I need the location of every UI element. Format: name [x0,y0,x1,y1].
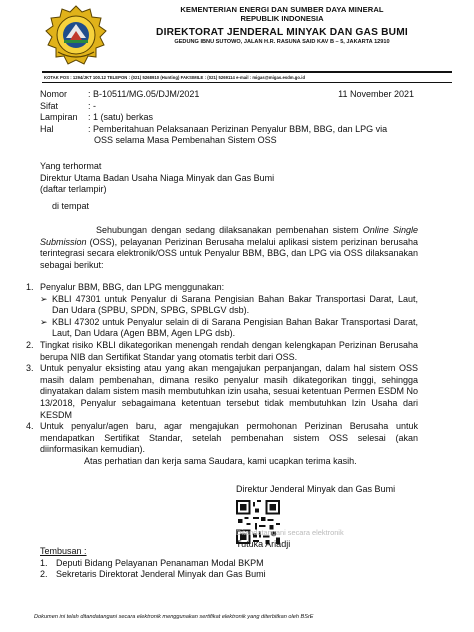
opening-text-italic: Online Single Submission [40,225,418,247]
lampiran-value: : 1 (satu) berkas [88,112,154,123]
contact-line: KOTAK POS : 1294/JKT 100.12 TELEPON : (021) 5268910 (Hunting) FAKSIMILE : (021) 5269114 e-mail : migas@migas.esdm.go.id [44,75,306,80]
esign-note: Ditandatangani secara elektronik [236,528,344,537]
country-name: REPUBLIK INDONESIA [240,13,324,23]
ministry-logo [44,4,108,68]
list-item: 1. Penyalur BBM, BBG, dan LPG menggunakan: ➢ KBLI 47301 untuk Penyalur di Sarana Pengisian Bahan Bakar Transportasi Darat, Laut, Dan Udara (SPBU, SPDN, SPBG, SPBLGV dsb). ➢ KBLI 47302 untuk Penyalur selain di di Sarana Pengisian Bahan Bakar Transportasi Darat, Laut, Dan Udara (Agen BBM, Agen LPG dsb). [26,282,418,339]
opening-text-b: (OSS), pelayanan Perizinan Berusaha melalui aplikasi sistem perizinan berusaha terintegrasi secara elektronik/OSS untuk Penyalur BBM, BBG, dan LPG via OSS dilaksanakan sebagai berikut: [40,236,418,270]
header-divider [42,71,452,73]
hal-value-cont: OSS selama Masa Pembenahan Sistem OSS [94,135,277,146]
sifat-label: Sifat [40,100,59,111]
sub-list-item: ➢ KBLI 47301 untuk Penyalur di Sarana Pengisian Bahan Bakar Transportasi Darat, Laut, Dan Udara (SPBU, SPDN, SPBG, SPBLGV dsb). [40,293,418,316]
cc-item: 1. Deputi Bidang Pelayanan Penanaman Modal BKPM [40,557,264,568]
ministry-name: KEMENTERIAN ENERGI DAN SUMBER DAYA MINERAL [180,5,384,14]
list-item: 2. Tingkat risiko KBLI dikategorikan menengah rendah dengan kelengkapan Perizinan Berusaha berupa NIB dan Sertifikat Standar yang otomatis terbit dari OSS. [26,339,418,362]
provisions-list [26,282,418,456]
hal-label: Hal [40,123,54,134]
lampiran-label: Lampiran [40,112,78,123]
recipient-block [40,161,274,196]
esign-footer: Dokumen ini telah ditandatangani secara elektronik menggunakan sertifikat elektronik yang diterbitkan oleh BSrE [34,614,314,620]
cc-block [40,546,266,581]
cc-item: 2. Sekretaris Direktorat Jenderal Minyak dan Gas Bumi [40,569,266,580]
hal-value: : Pemberitahuan Pelaksanaan Perizinan Penyalur BBM, BBG, dan LPG via [88,123,388,134]
recipient-note: (daftar terlampir) [40,184,107,195]
nomor-value: : B-10511/MG.05/DJM/2021 [88,89,200,99]
office-address: GEDUNG IBNU SUTOWO, JALAN H.R. RASUNA SAID KAV B – 5, JAKARTA 12910 [174,39,390,46]
sub-list-item: ➢ KBLI 47302 untuk Penyalur selain di di Sarana Pengisian Bahan Bakar Transportasi Darat, Laut, Dan Udara (Agen BBM, Agen LPG dsb). [40,316,418,339]
list-item: 4. Untuk penyalur/agen baru, agar mengajukan permohonan Perizinan Berusaha untuk mendapatkan Sertifikat Standar, setelah pembenahan sistem OSS selesai (akan diinformasikan kemudian). [26,421,418,455]
opening-paragraph [40,225,418,271]
signatory-title: Direktur Jenderal Minyak dan Gas Bumi [236,484,396,494]
recipient-place: di tempat [52,201,90,211]
nomor-label: Nomor [40,89,68,99]
sifat-value: : - [88,100,96,111]
list-item: 3. Untuk penyalur eksisting atau yang akan mengajukan perpanjangan, dalam hal sistem OSS masih dalam pembenahan, dimana resiko penyalur masih dikategorikan tinggi, sehingga dinyatakan dalam sistem masih membutuhkan izin usaha, sesuai ketentuan Permen ESDM No 13/2018, Penyalur sebagaimana ketentuan tersebut tidak membutuhkan Izin Usaha dari KESDM [26,363,418,420]
opening-text-a: Sehubungan dengan sedang dilaksanakan pembenahan sistem [96,225,363,235]
contact-divider [42,82,452,83]
letter-date: 11 November 2021 [338,89,414,99]
cc-title: Tembusan : [40,546,87,556]
directorate-name: DIREKTORAT JENDERAL MINYAK DAN GAS BUMI [156,27,408,39]
signatory-name: Tutuka Ariadji [236,539,291,549]
recipient-name: Direktur Utama Badan Usaha Niaga Minyak dan Gas Bumi [40,172,275,183]
closing-sentence: Atas perhatian dan kerja sama Saudara, kami ucapkan terima kasih. [84,456,357,466]
item1-text: Penyalur BBM, BBG, dan LPG menggunakan: [40,282,225,292]
greeting: Yang terhormat [40,161,102,171]
